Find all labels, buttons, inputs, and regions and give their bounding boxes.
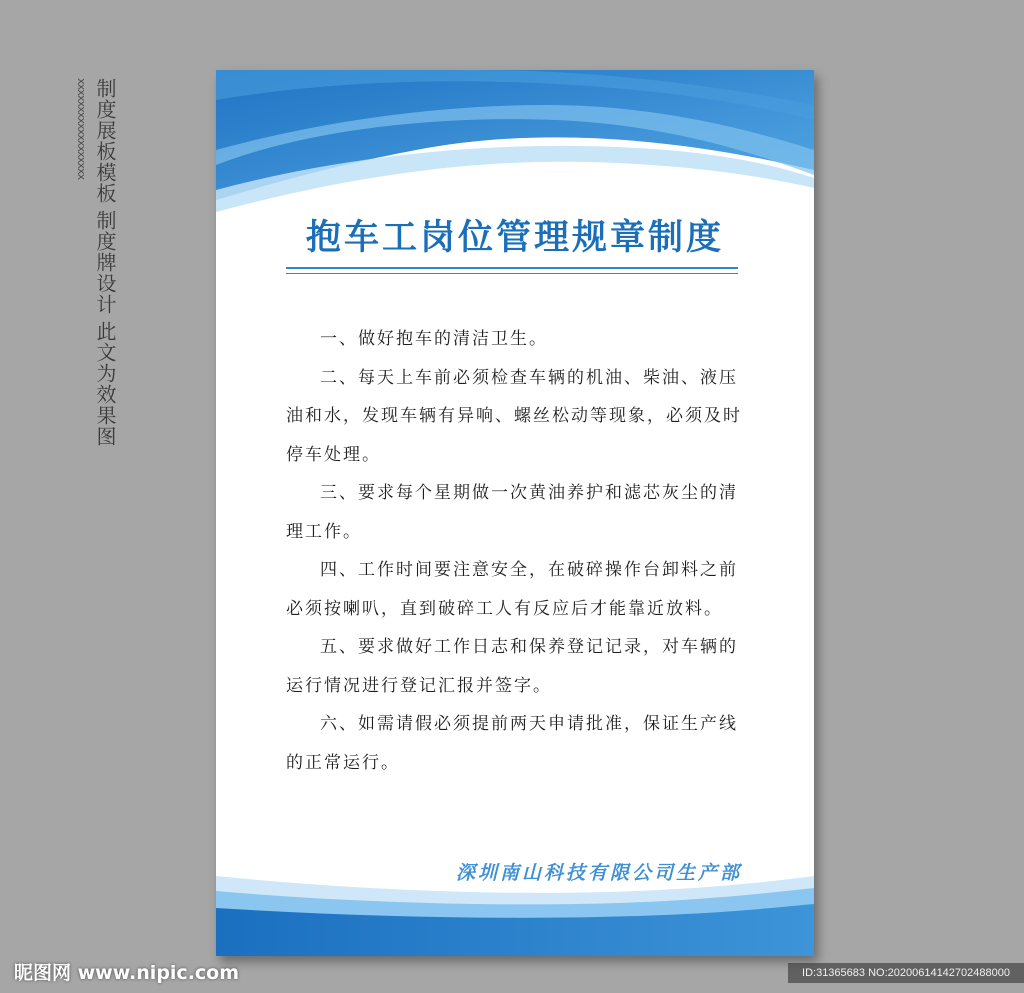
top-wave-decoration — [216, 70, 814, 220]
title-divider-thin — [286, 273, 738, 274]
image-id-watermark: ID:31365683 NO:20200614142702488000 — [788, 963, 1024, 983]
regulation-item: 四、工作时间要注意安全，在破碎操作台卸料之前必须按喇叭，直到破碎工人有反应后才能靠近放料。 — [286, 560, 738, 619]
title-divider — [286, 267, 738, 269]
page-title: 抱车工岗位管理规章制度 — [305, 217, 724, 258]
side-caption-line-3: 此文为效果图 — [93, 321, 117, 447]
regulation-item: 六、如需请假必须提前两天申请批准，保证生产线的正常运行。 — [286, 714, 738, 773]
notice-board — [216, 70, 814, 956]
side-caption-vertical — [94, 78, 116, 447]
issuing-department: 深圳南山科技有限公司生产部 — [455, 862, 742, 884]
regulation-item: 三、要求每个星期做一次黄油养护和滤芯灰尘的清理工作。 — [286, 483, 738, 542]
regulation-item: 一、做好抱车的清洁卫生。 — [320, 329, 548, 349]
bottom-wave-decoration — [216, 866, 814, 956]
regulation-item: 五、要求做好工作日志和保养登记记录，对车辆的运行情况进行登记汇报并签字。 — [286, 637, 738, 696]
regulations-body — [286, 320, 742, 782]
side-caption-line-2: 制度牌设计 — [93, 210, 117, 315]
regulation-item: 二、每天上车前必须检查车辆的机油、柴油、液压油和水，发现车辆有异响、螺丝松动等现象，必须及时停车处理。 — [286, 367, 742, 465]
site-watermark: 昵图网 www.nipic.com — [14, 962, 240, 984]
side-caption-line-1: 制度展板模板 — [93, 78, 117, 204]
side-caption — [76, 78, 86, 179]
side-caption-x-string: xxxxxxxxxxxxxxxxxx — [75, 78, 88, 180]
